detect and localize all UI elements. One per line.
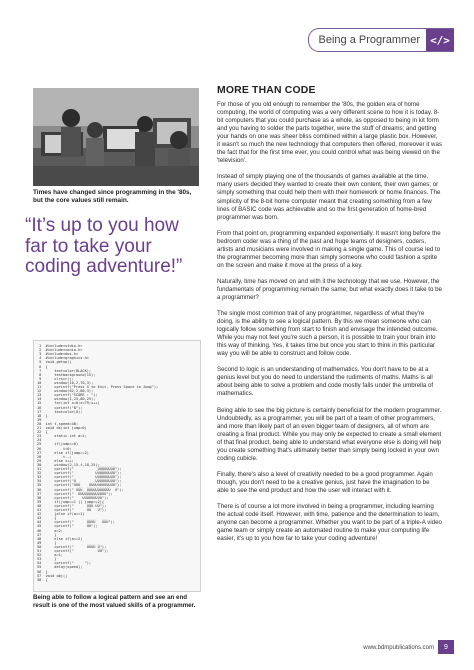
code-line: 22 { xyxy=(37,430,48,435)
code-line: 11 cprintf("Press X to Exit, Press Space to Jump"); xyxy=(37,385,159,389)
code-line: 9 clrscr(); xyxy=(37,376,74,381)
code-line: 1 #include<stdio.h> xyxy=(37,344,83,348)
code-line: 2 #include<conio.h> xyxy=(37,348,83,353)
code-line: 39 if(jump==1 || jump==2){ xyxy=(37,499,105,504)
footer-url: www.bdmpublications.com xyxy=(363,645,434,651)
code-line: 21 void ds(int jump=0) xyxy=(37,426,87,430)
section-title: Being a Programmer xyxy=(318,34,420,46)
code-line: 12 window(62,2,80,3); xyxy=(37,389,94,394)
code-line: 51 cprintf(" ÛÛ"); xyxy=(37,549,109,553)
article-paragraph: There is of course a lot more involved in being a programmer, including learning the actual code itself. However, with time, patience and the determination to learn, anyone can become a programmer. Whether you want to be part of a triple-A video game team or simply create an automated routine to make your computing life easier, it's up to you how far to take your coding adventure! xyxy=(217,502,442,543)
code-line: 4 #include<graphics.h> xyxy=(37,356,89,361)
code-line: 58 { xyxy=(37,577,48,582)
code-line: 57 void obj() xyxy=(37,573,68,578)
article-title: MORE THAN CODE xyxy=(217,85,316,96)
code-line: 53 } xyxy=(37,557,57,562)
article-paragraph: The single most common trait of any programmer, regardless of what they're doing, is the ability to see a logical pattern. By this we mean someone who can logically follow something from start to finish and envisage the intended outcome. While you may not feel you're such a person, it is possible to train your brain into this way of thinking. Yes, it takes time but once you start to think in this particular way you will be able to construct and follow code. xyxy=(217,310,438,358)
code-line: 45 cprintf(" ÛÛ"); xyxy=(37,524,98,529)
code-line: 33 cprintf(" ÛÛÛÛÛÛÛÛÛ"); xyxy=(37,475,122,480)
article-paragraph: Naturally, time has moved on and with it the technology that we use. However, the fundamentals of programming remain the same; but what exactly does it take to be a programmer? xyxy=(217,277,442,301)
code-brackets-icon: </> xyxy=(426,29,454,51)
section-header-tab xyxy=(308,28,455,52)
photo-caption: Times have changed since programming in the '80s, but the core values still remain. xyxy=(33,189,192,205)
code-line: 20 int t,speed=40; xyxy=(37,421,79,426)
code-line: 14 window(1,25,80,25); xyxy=(37,397,96,402)
article-body xyxy=(217,101,442,551)
code-line: 27 else if(jump==2) xyxy=(37,450,89,455)
code-line: 8 textbackground(15); xyxy=(37,372,96,377)
code-line: 55 delay(speed); xyxy=(37,565,83,570)
code-line: 43 { xyxy=(37,516,57,521)
code-line: 7 textcolor(BLACK); xyxy=(37,368,92,373)
code-line: 54 cprintf(" "); xyxy=(37,561,92,566)
code-line: 47 } xyxy=(37,532,57,537)
code-line: 52 a=1; xyxy=(37,553,63,558)
code-line: 36 cprintf(" ÛÛÛ ÛÛÛÛÛÛÛÛÛÛÛ Û"); xyxy=(37,487,124,492)
code-line: 3 #include<dos.h> xyxy=(37,352,79,357)
code-line: 28 t--; xyxy=(37,454,72,459)
vintage-computer-lab-photo xyxy=(33,88,199,186)
code-line: 5 void getup() xyxy=(37,360,72,365)
code-line: 24 xyxy=(37,438,46,443)
code-line: 17 textcolor(0); xyxy=(37,409,83,414)
code-line: 56 } xyxy=(37,569,48,574)
code-line: 16 cprintf("ß"); xyxy=(37,405,83,410)
code-line: 19 xyxy=(37,417,46,422)
code-line: 40 cprintf(" ÛÛÛ ÛÛ"); xyxy=(37,503,107,508)
code-line: 25 if(jump==0) xyxy=(37,442,79,447)
code-line: 32 cprintf(" ÛÛÜÛÛÛÛÛÛ"); xyxy=(37,471,122,476)
code-line: 50 cprintf(" ÛÛÛÛ Û"); xyxy=(37,544,107,549)
code-line: 41 cprintf(" ÛÛ Û"); xyxy=(37,508,107,512)
code-line: 6 { xyxy=(37,364,48,369)
code-line: 42 }else if(a==1) xyxy=(37,512,85,517)
article-paragraph: For those of you old enough to remember the '80s, the golden era of home computing, the world of computing was a very different scene to how it is today. 8-bit computers that you could purchase as a whole, as opposed to being in kit form and you having to solder the parts together, were the stuff of dreams; and getting your hands on one was sheer bliss combined within a large plastic box. However, it wasn't so much the new technology that computers then offered, moreover it was the fact that for the first time ever, you could control what was being viewed on the 'television'. xyxy=(217,101,442,165)
code-line: 10 window(10,2,70,3); xyxy=(37,380,94,385)
code-line: 31 cprintf(" ÛÛÛÛÛÛÛÛ"); xyxy=(37,467,122,471)
pull-quote: “It’s up to you how far to take your coding adventure!” xyxy=(25,215,183,277)
code-line: 46 a=2; xyxy=(37,528,63,533)
code-line: 30 window(2,15-t,18,25); xyxy=(37,462,100,467)
code-line: 49 { xyxy=(37,540,57,545)
code-line: 29 else t++; xyxy=(37,458,74,463)
code-line: 44 cprintf(" ÛÛÛÛ ÛÛÛ"); xyxy=(37,520,115,525)
code-caption: Being able to follow a logical pattern and see an end result is one of the most valued skills of a programmer. xyxy=(33,594,196,609)
code-line: 35 cprintf("ÛÛÛ ÛÛÛÛÛÛÛÛÛÛÛÛ"); xyxy=(37,483,122,488)
article-paragraph: Finally, there's also a level of creativity needed to be a good programmer. Again though, you don't need to be a creative genius, just have the imagination to be able to see the end product and how the user will interact with it. xyxy=(217,470,433,494)
article-paragraph: Being able to see the big picture is certainly beneficial for the modern programmer. Undoubtedly, as a programmer, you will be part of a team of other programmers, and more than likely part of an even bigger team of designers, all of whom are creating a final product. While you may only be expected to create a small element of that final product, being able to understand what everyone else is doing will help you create something that's ultimately better than simply being locked in your own coding cubicle. xyxy=(217,406,442,462)
page-number: 9 xyxy=(438,640,454,654)
code-line: 48 else if(a==2) xyxy=(37,536,83,541)
code-line: 15 for(int x=0;x<79;x++) xyxy=(37,401,100,406)
code-line: 18 } xyxy=(37,413,48,418)
article-paragraph: Instead of simply playing one of the thousands of games available at the time, many users decided they wanted to create their own content, their own games; or simply something that could help them with their homework or home finances. The simplicity of the 8-bit home computer meant that creating something from a few lines of BASIC code was achievable and so the first generation of home-bred programmer was born. xyxy=(217,173,441,221)
article-paragraph: From that point on, programming expanded exponentially. It wasn't long before the bedroom coder was a thing of the past and huge teams of designers, coders, artists and musicians were involved in making a single game. This of course led to the programmer becoming more than simply someone who could fashion a sprite on the screen and make it move at the press of a key. xyxy=(217,229,441,269)
code-line: 23 static int a=1; xyxy=(37,434,87,439)
code-listing-screenshot xyxy=(33,340,201,592)
article-paragraph: Second to logic is an understanding of mathematics. You don't have to be at a genius level but you do need to understand the rudiments of maths. Maths is all about being able to solve a problem and code mostly falls under the umbrella of mathematics. xyxy=(217,366,434,398)
code-line: 37 cprintf(" ÛÛÛÛÛÛÛÛÛÛÛÛÛ"); xyxy=(37,491,113,496)
code-line: 38 cprintf(" ÛÛÛÛÛÛÛÛÛ"); xyxy=(37,495,109,500)
code-line: 13 cprintf("SCORE : "); xyxy=(37,393,98,398)
code-line: 26 t=0; xyxy=(37,446,72,451)
code-line: 34 cprintf("Û ÛÛÛÛÛÛÛÛÛ"); xyxy=(37,479,122,484)
